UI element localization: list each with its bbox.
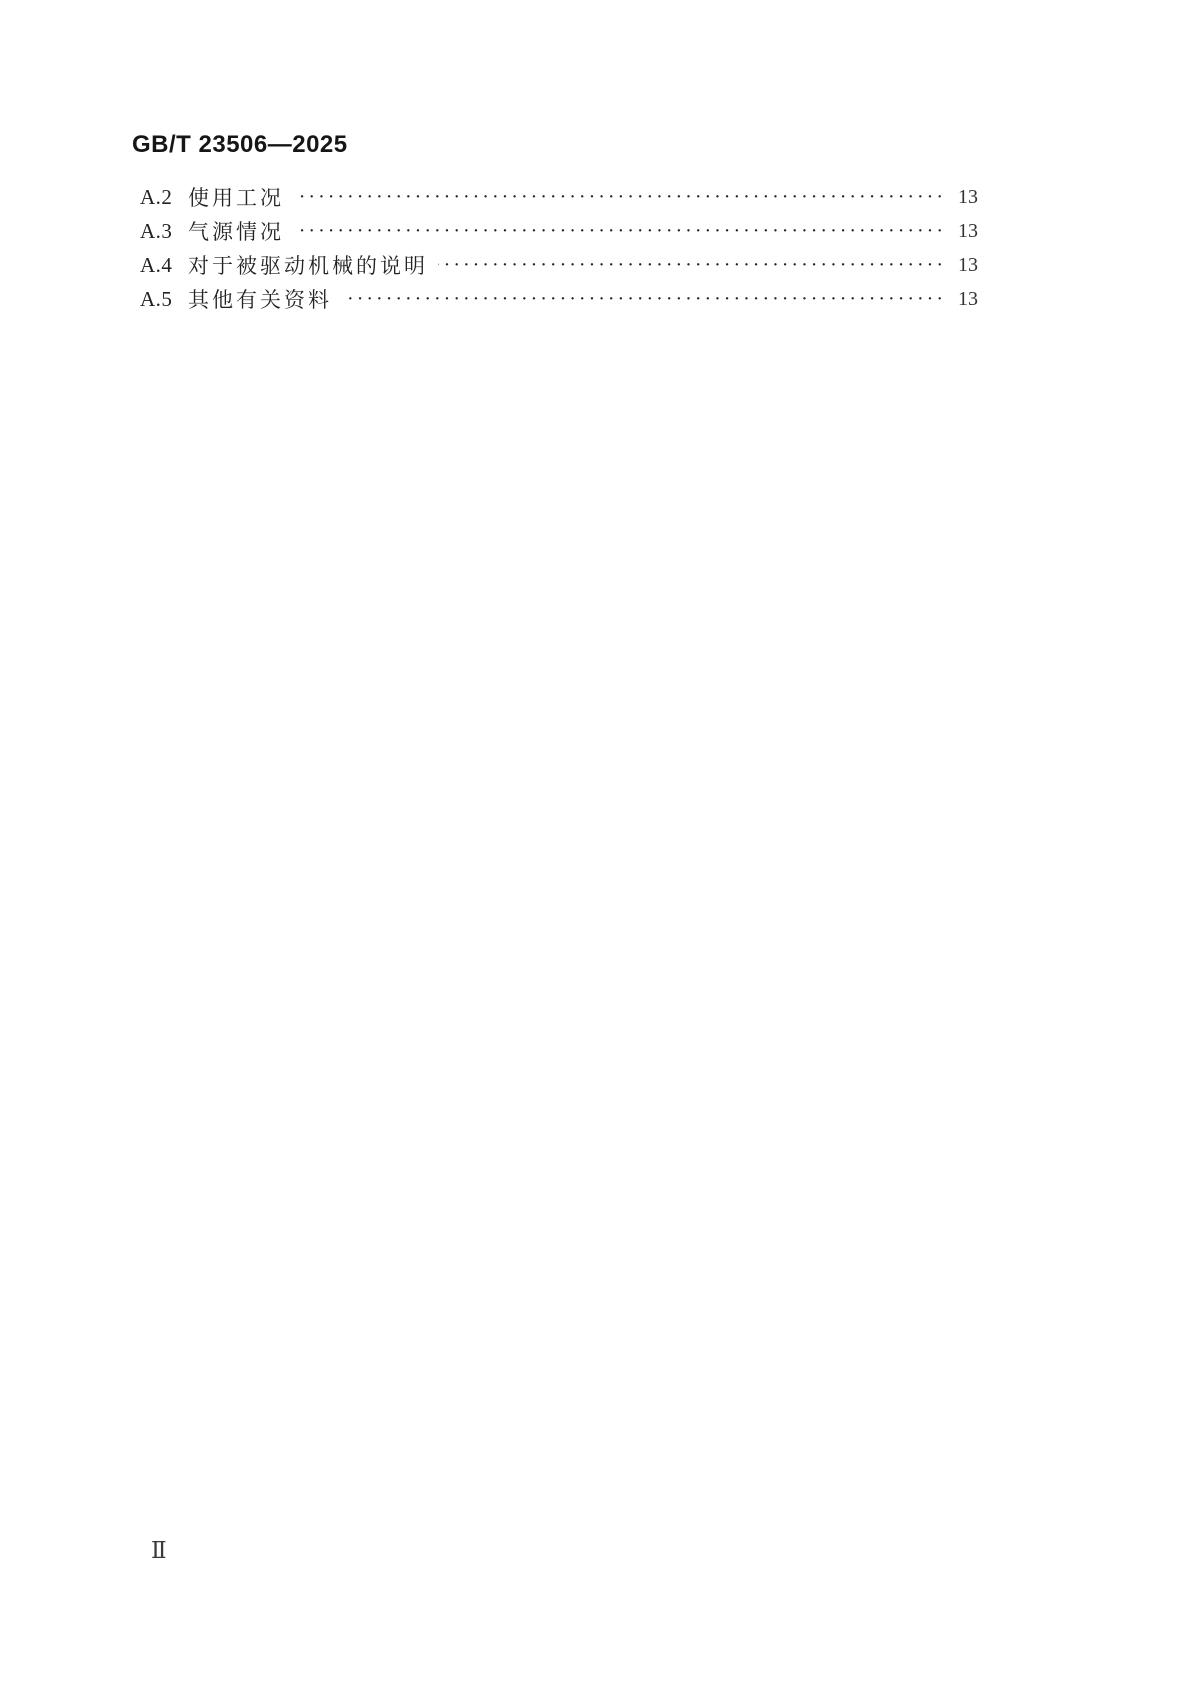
dot-leader (342, 282, 946, 316)
toc-entry (140, 248, 978, 282)
toc-entry-title: 对于被驱动机械的说明 (188, 254, 428, 278)
toc-entry-title: 气源情况 (188, 220, 284, 244)
toc-entry-page: 13 (958, 287, 978, 310)
toc-entry-number: A.5 (140, 286, 173, 311)
dot-leader (294, 180, 946, 214)
toc-entry (140, 282, 978, 316)
table-of-contents (140, 180, 978, 316)
toc-entry-page: 13 (958, 185, 978, 208)
dot-leader (294, 214, 946, 248)
toc-entry-title: 使用工况 (188, 186, 284, 210)
toc-entry-page: 13 (958, 253, 978, 276)
standard-number-header: GB/T 23506—2025 (132, 131, 348, 158)
toc-entry (140, 214, 978, 248)
toc-entry-number: A.4 (140, 252, 173, 277)
toc-entry-number: A.3 (140, 218, 173, 243)
toc-entry-title: 其他有关资料 (188, 288, 332, 312)
toc-entry-page: 13 (958, 219, 978, 242)
toc-entry-number: A.2 (140, 184, 173, 209)
dot-leader (438, 248, 946, 282)
toc-entry (140, 180, 978, 214)
page-number-footer: Ⅱ (151, 1538, 167, 1563)
